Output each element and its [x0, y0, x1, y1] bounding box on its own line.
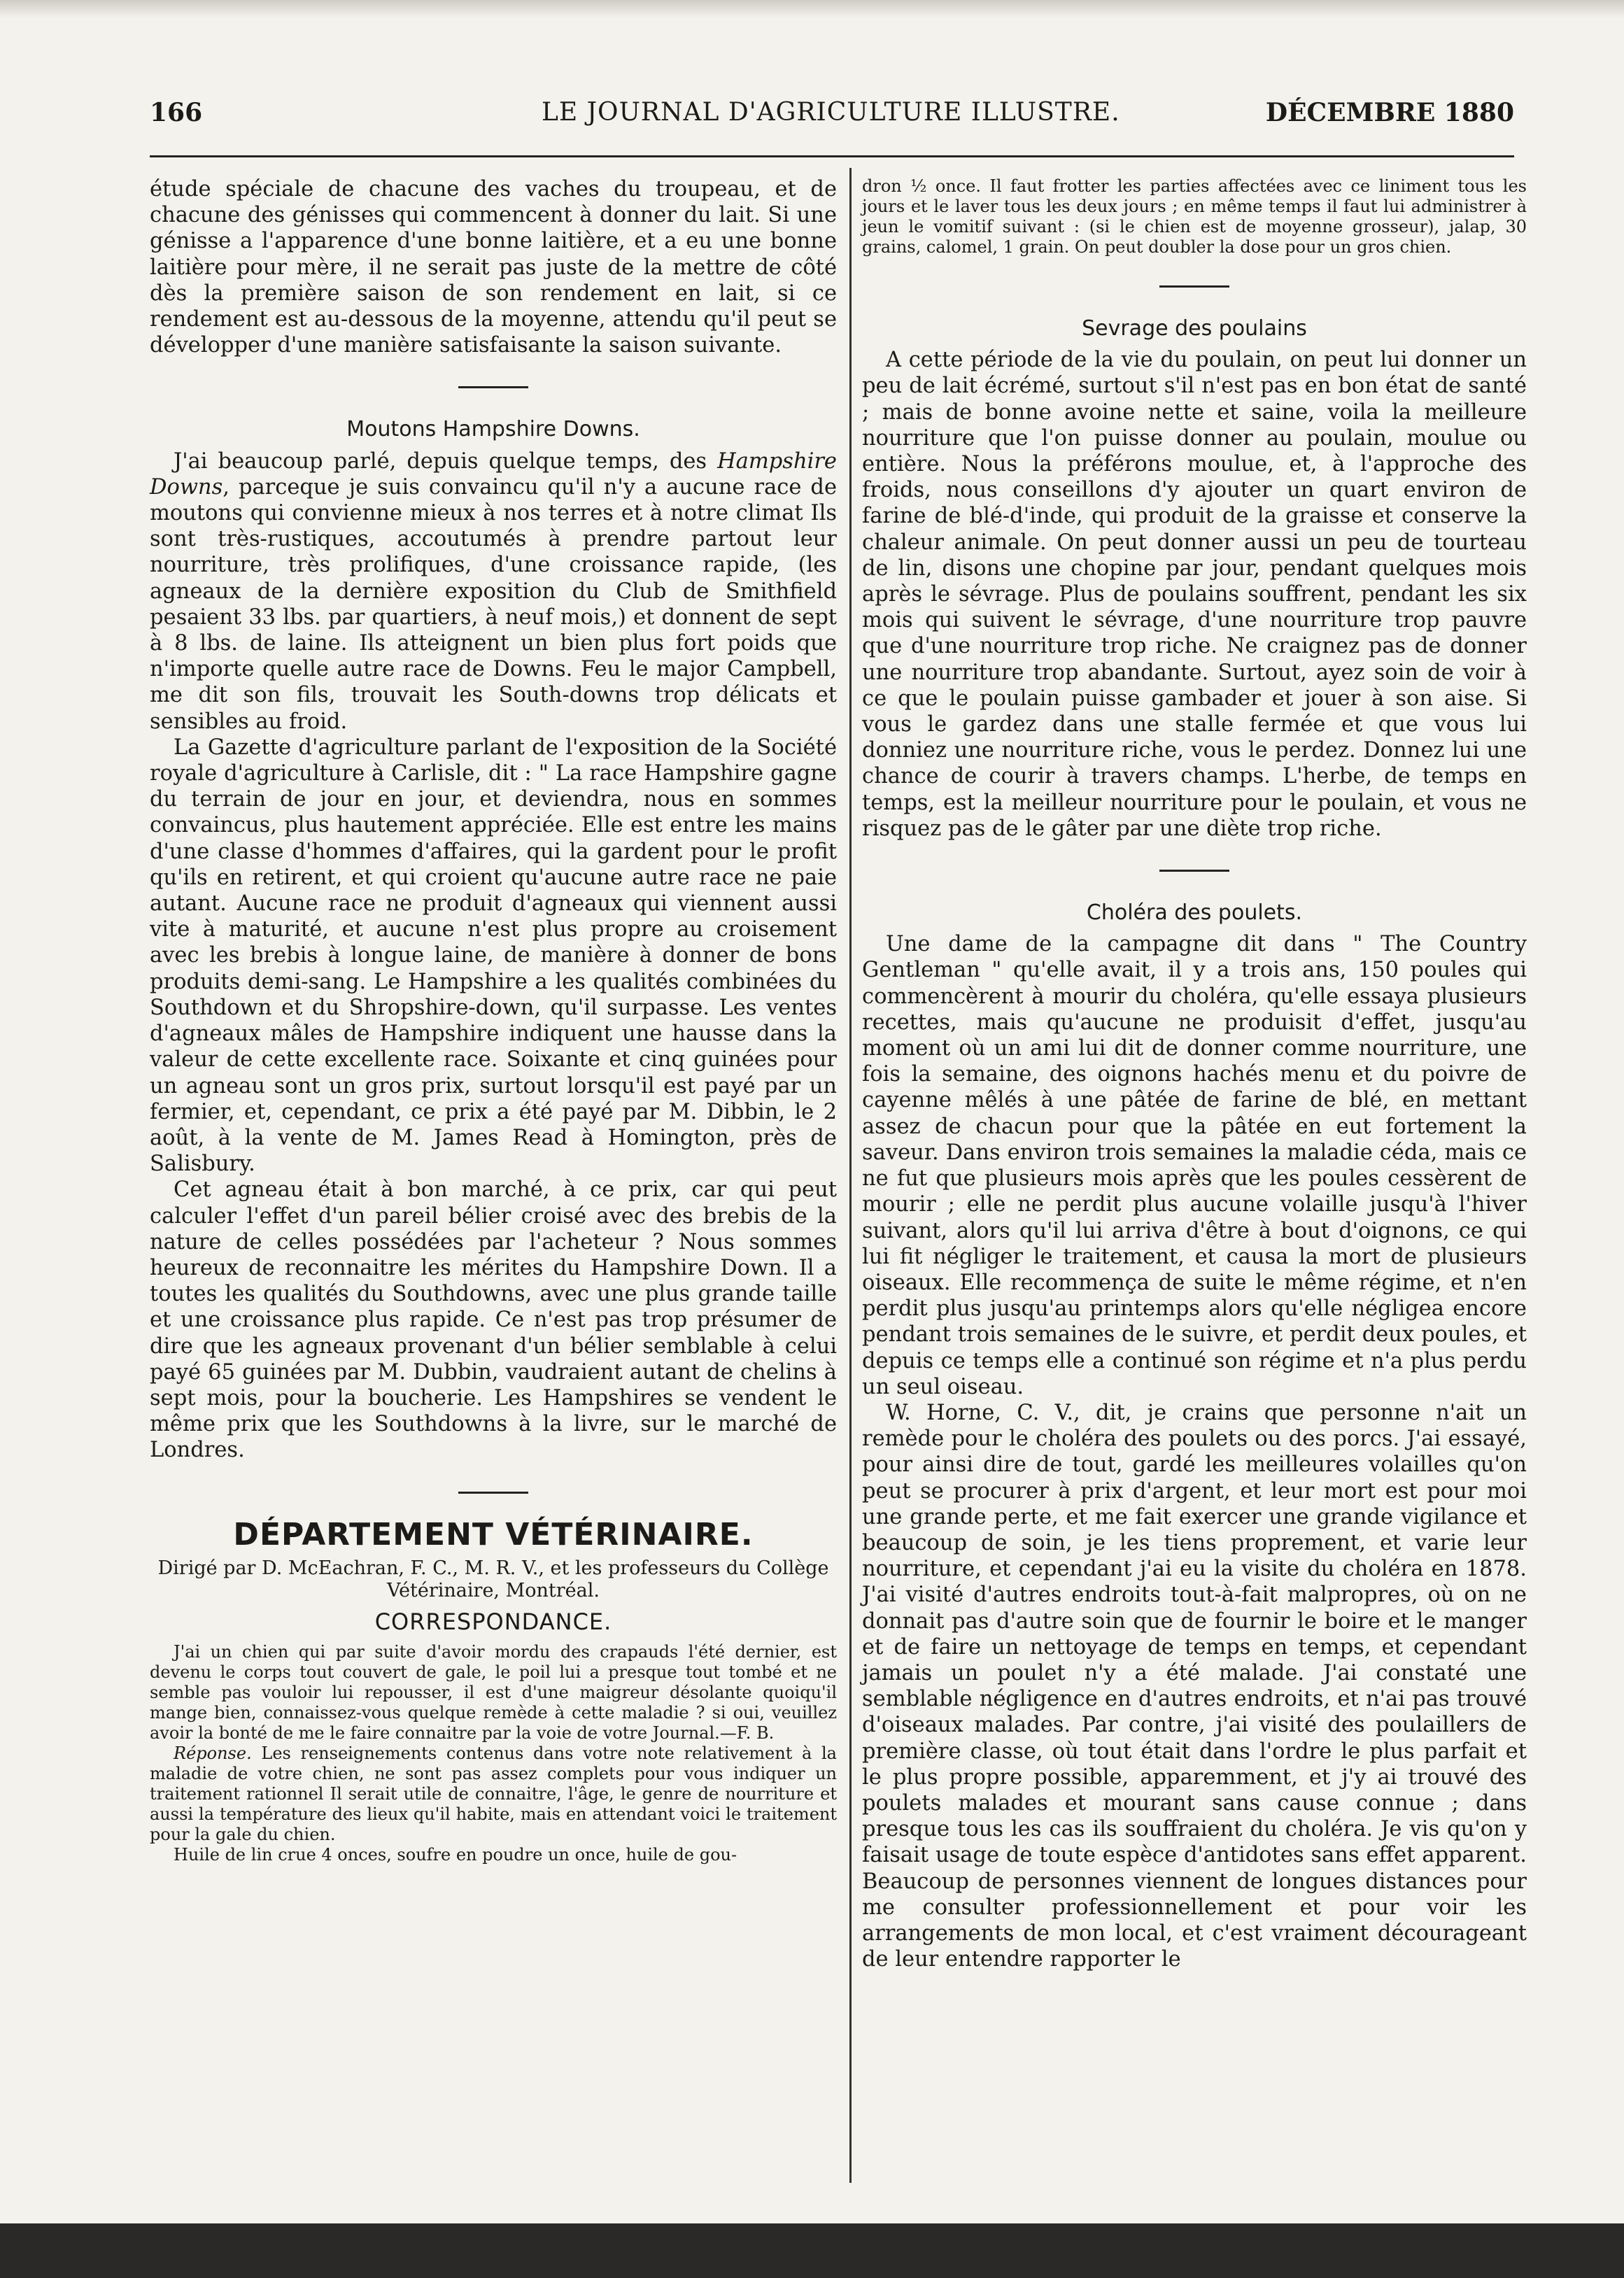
moutons-title: Moutons Hampshire Downs.	[346, 417, 640, 442]
moutons-paragraph-2: La Gazette d'agriculture parlant de l'exposition de la Société royale d'agriculture à Carlisle, dit : " La race Hampshire gagne du terrain de jour en jour, et deviendra, nous en sommes convaincus, plus hautement appréciée. Elle est entre les mains d'une classe d'hommes d'affaires, qui la gardent pour le profit qu'ils en retirent, et qui croient qu'aucune autre race ne paie autant. Aucune race ne produit d'agneaux qui viennent aussi vite à maturité, et aucune n'est plus propre au croisement avec les brebis à longue laine, de manière à donner de bons produits demi-sang. Le Hampshire a les qualités combinées du Southdown et du Shropshire-down, qu'il surpasse. Les ventes d'agneaux mâles de Hampshire indiquent une hausse dans la valeur de cette excellente race. Soixante et cinq guinées pour un agneau sont un gros prix, surtout lorsqu'il est payé par un fermier, et, cependant, ce prix a été payé par M. Dibbin, le 2 août, à la vente de M. James Read à Homington, près de Salisbury.	[150, 735, 837, 1177]
moutons-paragraph-3: Cet agneau était à bon marché, à ce prix, car qui peut calculer l'effet d'un pareil bélier croisé avec des brebis de la nature de celles possédées par l'acheteur ? Nous sommes heureux de reconnaitre les mérites du Hampshire Down. Il a toutes les qualités du Southdowns, avec une plus grande taille et une croissance plus rapide. Ce n'est pas trop présumer de dire que les agneaux provenant d'un bélier semblable à celui payé 65 guinées par M. Dubbin, vaudraient autant de chelins à sept mois, pour la boucherie. Les Hampshires se vendent le même prix que les Southdowns à la livre, sur le marché de Londres.	[150, 1177, 837, 1463]
veterinaire-title: DÉPARTEMENT VÉTÉRINAIRE.	[233, 1516, 754, 1552]
issue-date: DÉCEMBRE 1880	[1265, 98, 1514, 127]
recipe-continuation: dron ½ once. Il faut frotter les parties affectées avec ce liniment tous les jours et le laver tous les deux jours ; en même temps il faut lui administrer à jeun le vomitif suivant : (si le chien est de moyenne grosseur), jalap, 30 grains, calomel, 1 grain. On peut doubler la dose pour un gros chien.	[862, 176, 1527, 257]
section-separator	[1159, 285, 1229, 288]
reponse-paragraph: Réponse. Les renseignements contenus dans votre note relativement à la maladie de votre chien, ne sont pas assez complets pour vous indiquer un traitement rationnel Il serait utile de connaitre, l'âge, le genre de nourriture et aussi la température des lieux qu'il habite, mais en attendant voici le traitement pour la gale du chien.	[150, 1743, 837, 1844]
page-header	[150, 98, 1514, 136]
scan-top-edge	[0, 0, 1624, 18]
section-separator	[458, 386, 528, 388]
letter-paragraph: J'ai un chien qui par suite d'avoir mordu des crapauds l'été dernier, est devenu le corps tout couvert de gale, le poil lui a presque tout tombé et ne semble pas vouloir lui repousser, il est d'une maigreur désolante quoiqu'il mange bien, connaissez-vous quelque remède à cette maladie ? si oui, veuillez avoir la bonté de me le faire connaitre par la voie de votre Journal.—F. B.	[150, 1641, 837, 1743]
sevrage-paragraph: A cette période de la vie du poulain, on peut lui donner un peu de lait écrémé, surtout s'il n'est pas en bon état de santé ; mais de bonne avoine nette et saine, voila la meilleure nourriture que l'on puisse donner au poulain, moulue ou entière. Nous la préférons moulue, et, à l'approche des froids, nous conseillons d'y ajouter un quart environ de farine de blé-d'inde, qui produit de la graisse et conserve la chaleur animale. On peut donner aussi un peu de tourteau de lin, disons une chopine par jour, pendant quelques mois après le sévrage. Plus de poulains souffrent, pendant les six mois qui suivent le sévrage, d'une nourriture trop pauvre que d'une nourriture trop riche. Ne craignez pas de donner une nourriture trop abandante. Surtout, ayez soin de voir à ce que le poulain puisse gambader et jouer à son aise. Si vous le gardez dans une stalle fermée et que vous lui donniez une nourriture riche, vous le perdez. Donnez lui une chance de courir à travers champs. L'herbe, de temps en temps, est la meilleur nourriture pour le poulain, et vous ne risquez pas de le gâter par une diète trop riche.	[862, 348, 1527, 841]
intro-paragraph: étude spéciale de chacune des vaches du troupeau, et de chacune des génisses qui commencent à donner du lait. Si une génisse a l'apparence d'une bonne laitière, et a eu une bonne laitière pour mère, il ne serait pas juste de la mettre de côté dès la première saison de son rendement en lait, si ce rendement est au-dessous de la moyenne, attendu qu'il peut se développer d'une manière satisfaisante la saison suivante.	[150, 177, 837, 358]
section-separator	[1159, 870, 1229, 872]
moutons-paragraph-1: J'ai beaucoup parlé, depuis quelque temps, des Hampshire Downs, parceque je suis convaincu qu'il n'y a aucune race de moutons qui convienne mieux à nos terres et à notre climat Ils sont très-rustiques, accoutumés à prendre partout leur nourriture, très prolifiques, d'une croissance rapide, (les agneaux de la dernière exposition du Club de Smithfield pesaient 33 lbs. par quartiers, à neuf mois,) et donnent de sept à 8 lbs. de laine. Ils atteignent un bien plus fort poids que n'importe quelle autre race de Downs. Feu le major Campbell, me dit son fils, trouvait les South-downs trop délicats et sensibles au froid.	[150, 448, 837, 734]
correspondance-title: CORRESPONDANCE.	[374, 1608, 612, 1635]
section-separator	[458, 1492, 528, 1494]
recipe-paragraph: Huile de lin crue 4 onces, soufre en poudre un once, huile de gou-	[174, 1844, 737, 1865]
column-divider	[849, 168, 852, 2183]
right-column	[862, 176, 1527, 1972]
cholera-title: Choléra des poulets.	[1086, 900, 1303, 926]
scan-bottom-edge	[0, 2223, 1624, 2278]
cholera-paragraph-2: W. Horne, C. V., dit, je crains que personne n'ait un remède pour le choléra des poulets ou des porcs. J'ai essayé, pour ainsi dire de tout, gardé les meilleures volailles qu'on peut se procurer à prix d'argent, et leur mort est pour moi une grande perte, et me fait exercer une grande vigilance et beaucoup de soin, je les tiens proprement, et varie leur nourriture, et cependant j'ai eu la visite du choléra en 1878. J'ai visité d'autres endroits tout-à-fait malpropres, où on ne donnait pas d'autre soin que de fournir le boire et le manger et de faire un nettoyage de temps en temps, et cependant jamais un poulet n'y a été malade. J'ai constaté une semblable négligence en d'autres endroits, et n'ai pas trouvé d'oiseaux malades. Par contre, j'ai visité des poulaillers de première classe, où tout était dans l'ordre le plus parfait et le plus propre possible, apparemment, et j'y ai trouvé des poulets malades et mourant sans cause connue ; dans presque tous les cas ils souffraient du choléra. Je vis qu'on y faisait usage de toute espèce d'antidotes sans effet apparent. Beaucoup de personnes viennent de longues distances pour me consulter professionnellement et pour voir les arrangements de mon local, et c'est vraiment décourageant de leur entendre rapporter le	[862, 1400, 1527, 1972]
page-number: 166	[150, 98, 203, 127]
left-column	[150, 176, 837, 1865]
veterinaire-subtitle: Dirigé par D. McEachran, F. C., M. R. V., et les professeurs du Collège Vétérinaire, Montréal.	[157, 1557, 829, 1601]
journal-title: LE JOURNAL D'AGRICULTURE ILLUSTRE.	[542, 98, 1120, 127]
sevrage-title: Sevrage des poulains	[1082, 316, 1307, 341]
cholera-paragraph-1: Une dame de la campagne dit dans " The Country Gentleman " qu'elle avait, il y a trois ans, 150 poules qui commencèrent à mourir du choléra, qu'elle essaya plusieurs recettes, mais qu'aucune ne produisit d'effet, jusqu'au moment où un ami lui dit de donner comme nourriture, une fois la semaine, des oignons hachés menu et du poivre de cayenne mêlés à une pâtée de farine de blé, en mettant assez de chacun pour que la pâtée en eut fortement la saveur. Dans environ trois semaines la maladie céda, mais ce ne fut que plusieurs mois après que les poules cessèrent de mourir ; elle ne perdit plus aucune volaille jusqu'à l'hiver suivant, alors qu'il lui arriva d'être à bout d'oignons, ce qui lui fit négliger le traitement, et causa la mort de plusieurs oiseaux. Elle recommença de suite le même régime, et n'en perdit plus jusqu'au printemps alors qu'elle négligea encore pendant trois semaines de le suivre, et perdit deux poules, et depuis ce temps elle a continué son régime et n'a plus perdu un seul oiseau.	[862, 932, 1527, 1399]
header-rule	[150, 155, 1514, 157]
